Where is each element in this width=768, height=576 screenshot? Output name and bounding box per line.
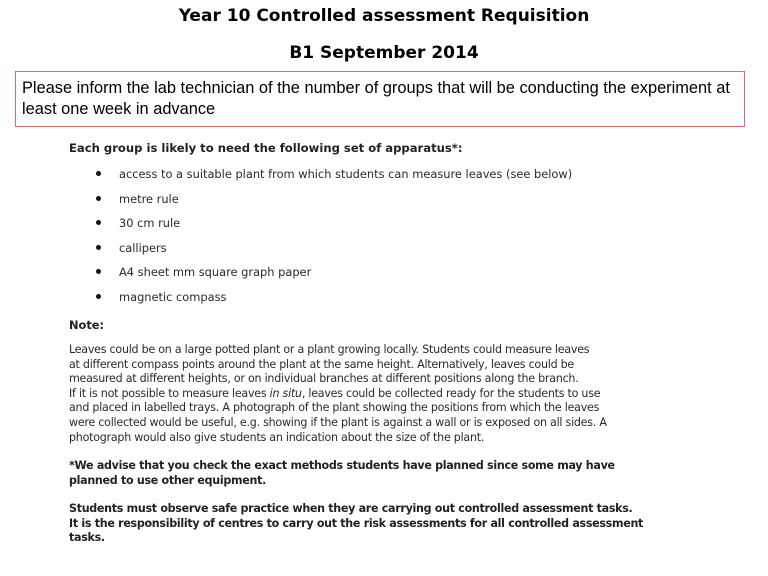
- page-subtitle: B1 September 2014: [289, 43, 479, 63]
- list-item: 30 cm rule: [69, 215, 572, 240]
- list-item: magnetic compass: [69, 289, 572, 314]
- note-body: Leaves could be on a large potted plant or a plant growing locally. Students could measure leaves at different compass points around the plant at the same height. Alternatively, leaves could be measured at different heights, or on individual branches at different positions along the branch. If it is not possible to measure leaves in situ, leaves could be collected ready for the students to use and placed in labelled trays. A photograph of the plant showing the positions from which the leaves were collected would be useful, e.g. showing if the plant is against a wall or is exposed on all sides. A photograph would also give students an indication about the size of the plant.: [69, 343, 607, 444]
- note-heading: Note:: [69, 318, 105, 332]
- page-title: Year 10 Controlled assessment Requisition: [178, 6, 590, 26]
- bullet-icon: [96, 171, 101, 176]
- safety-statement: Students must observe safe practice when they are carrying out controlled assessment tasks. It is the responsibility of centres to carry out the risk assessments for all controlled assessment tasks.: [69, 502, 644, 545]
- list-item: callipers: [69, 240, 572, 265]
- lab-technician-notice: Please inform the lab technician of the number of groups that will be conducting the experiment at least one week in advance: [15, 71, 745, 127]
- apparatus-heading: Each group is likely to need the following set of apparatus*:: [69, 141, 463, 155]
- bullet-icon: [96, 245, 101, 250]
- equipment-advice: *We advise that you check the exact methods students have planned since some may have planned to use other equipment.: [69, 459, 615, 487]
- apparatus-list: [69, 166, 572, 314]
- list-item: metre rule: [69, 191, 572, 216]
- bullet-icon: [96, 196, 101, 201]
- in-situ-term: in situ: [269, 386, 302, 400]
- list-item: A4 sheet mm square graph paper: [69, 264, 572, 289]
- bullet-icon: [96, 220, 101, 225]
- bullet-icon: [96, 294, 101, 299]
- list-item: access to a suitable plant from which students can measure leaves (see below): [69, 166, 572, 191]
- bullet-icon: [96, 269, 101, 274]
